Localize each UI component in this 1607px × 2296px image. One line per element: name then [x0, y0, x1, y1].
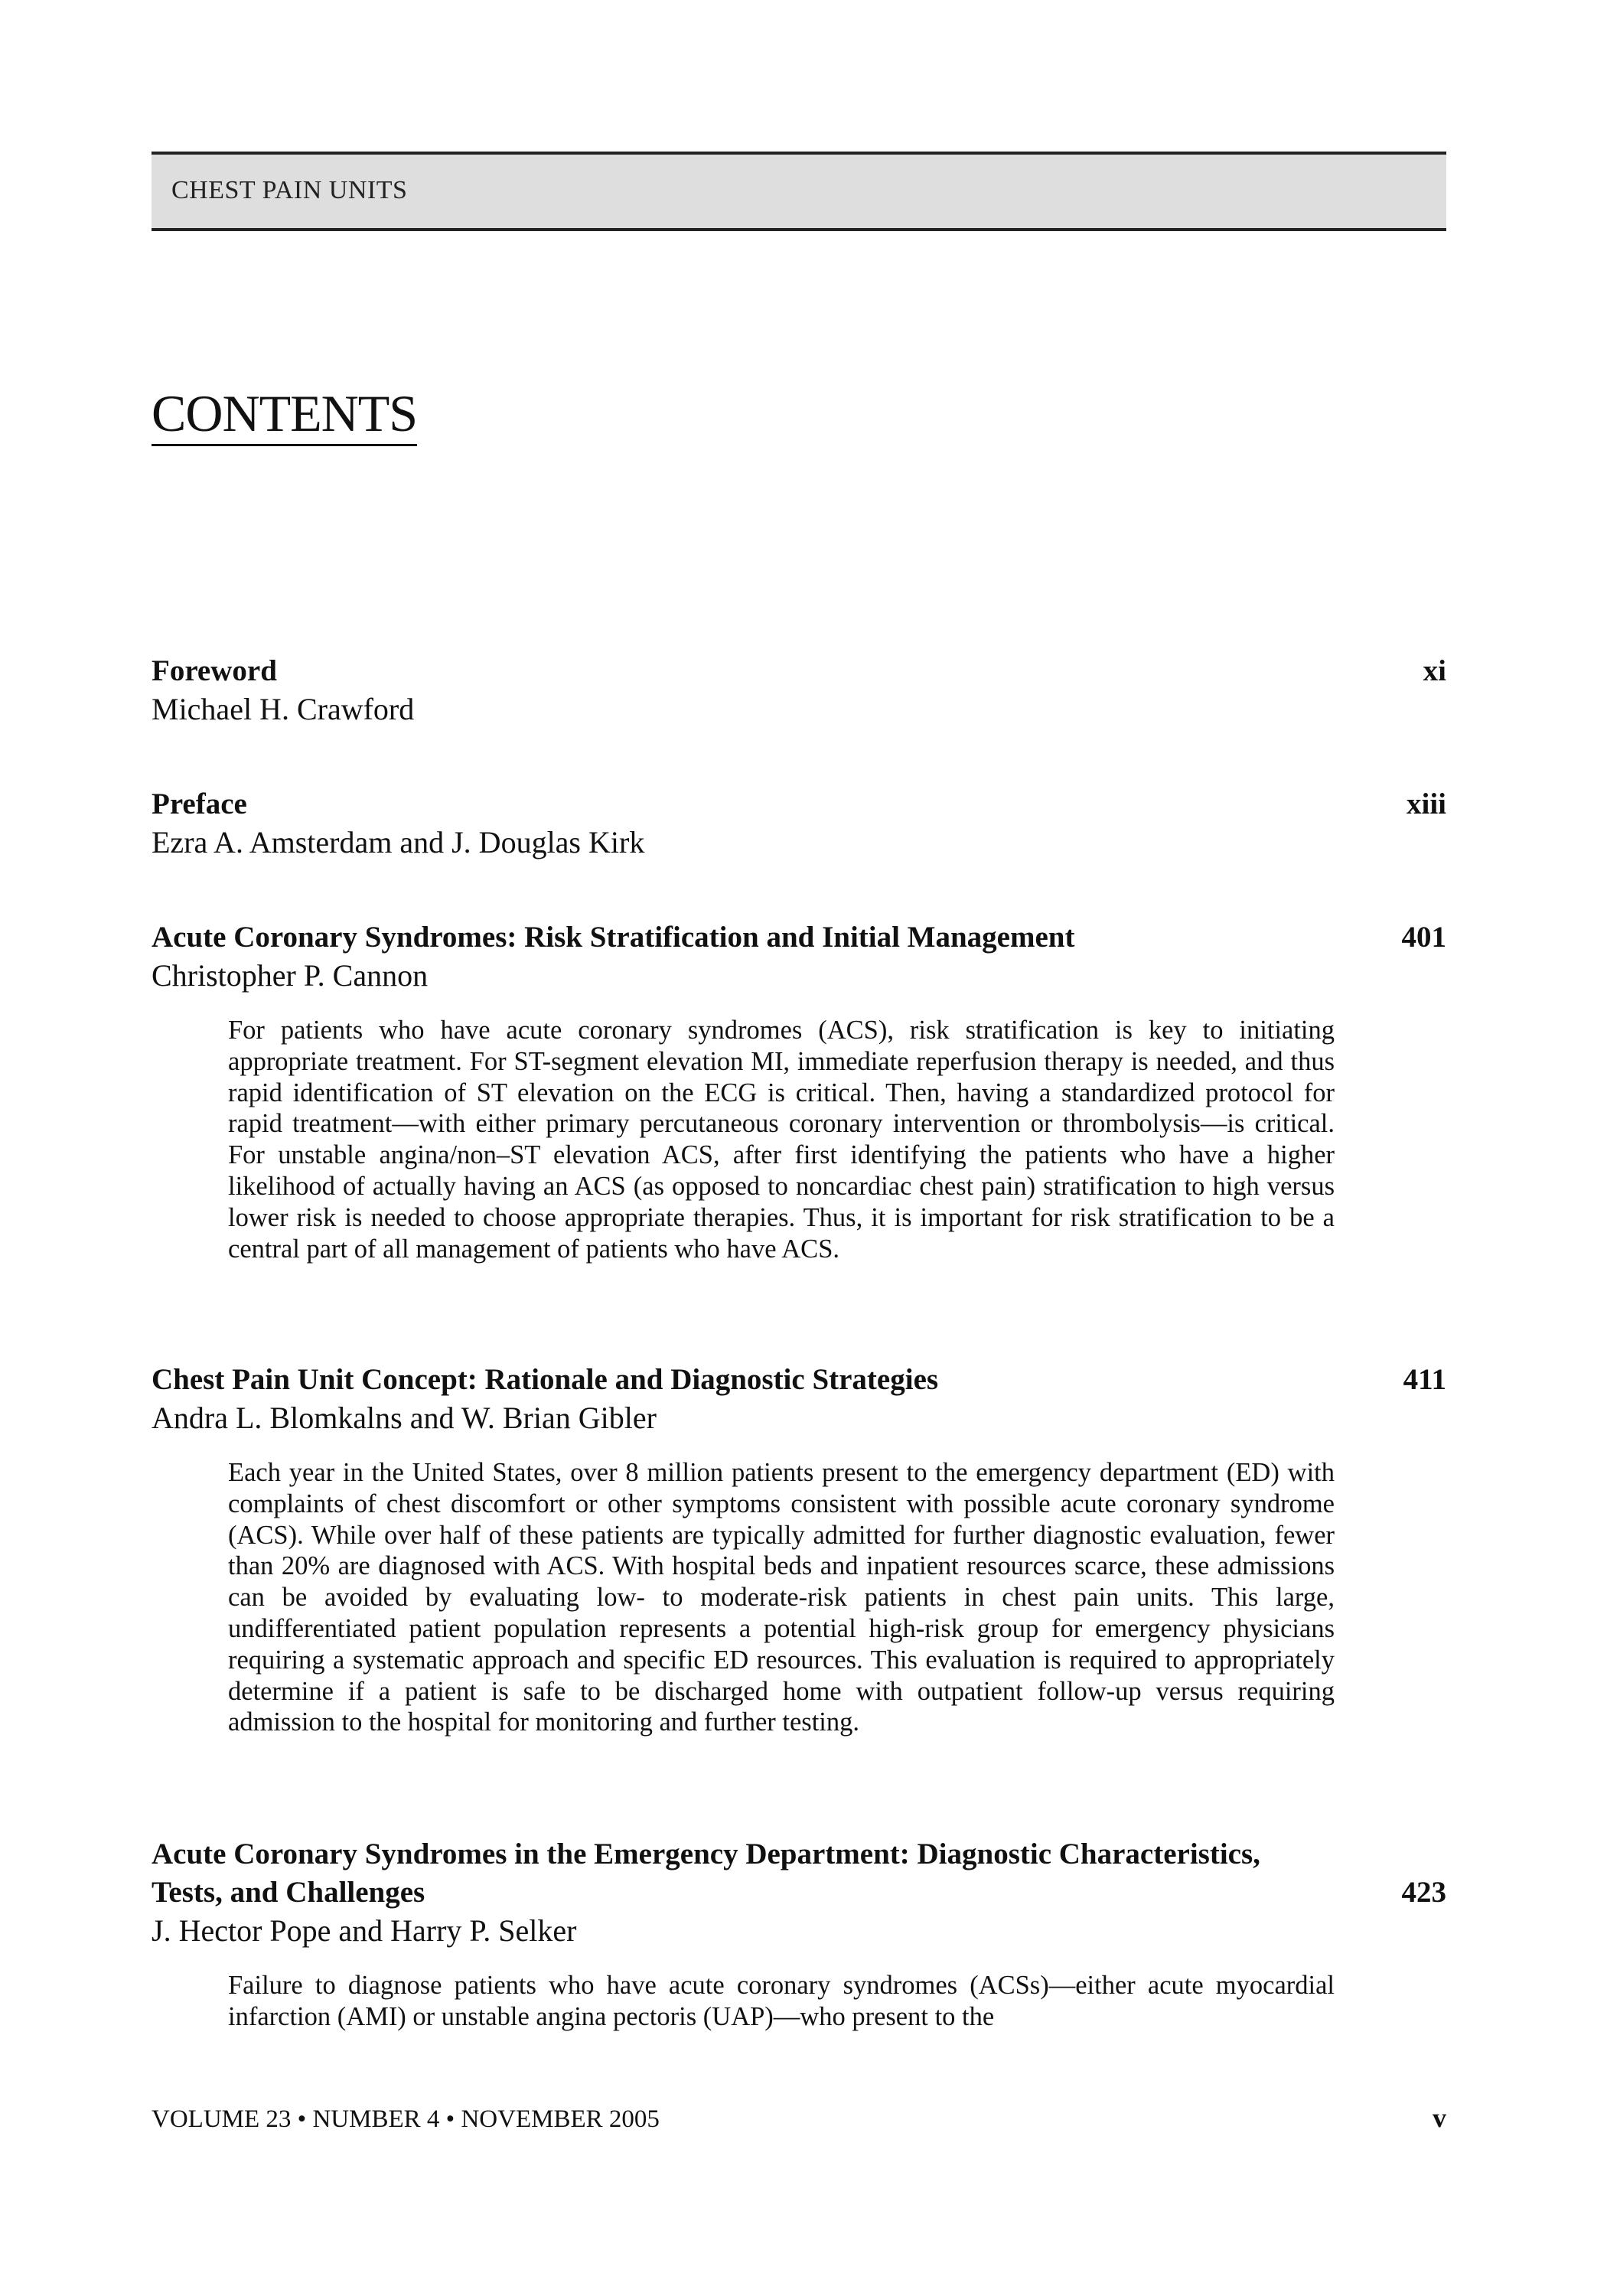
entry-page-number: xi	[1423, 654, 1446, 687]
toc-entry-article	[152, 918, 1446, 1264]
entry-authors: Christopher P. Cannon	[152, 958, 429, 993]
entry-title: Acute Coronary Syndromes in the Emergency Department: Diagnostic Characteristics, Tests, and Challenges	[152, 1838, 1260, 1909]
section-label: CHEST PAIN UNITS	[171, 176, 408, 204]
entry-page-number: 411	[1403, 1363, 1446, 1396]
entry-page-number: 401	[1401, 921, 1446, 954]
toc-entry-foreword	[152, 652, 1446, 729]
toc-entry-preface	[152, 785, 1446, 862]
entry-page-number: 423	[1401, 1876, 1446, 1909]
entry-authors: J. Hector Pope and Harry P. Selker	[152, 1913, 577, 1948]
entry-abstract: Each year in the United States, over 8 million patients present to the emergency department (ED) with complaints of chest discomfort or other symptoms consistent with possible acute coronary syndrome (ACS). While over half of these patients are typically admitted for further diagnostic evaluation, fewer than 20% are diagnosed with ACS. With hospital beds and inpatient resources scarce, these admissions can be avoided by evaluating low- to moderate-risk patients in chest pain units. This large, undifferentiated patient population represents a potential high-risk group for emergency physicians requiring a systematic approach and specific ED resources. This evaluation is required to appropriately determine if a patient is safe to be discharged home with outpatient follow-up versus requiring admission to the hospital for monitoring and further testing.	[228, 1458, 1335, 1737]
entry-abstract: Failure to diagnose patients who have acute coronary syndromes (ACSs)—either acute myocardial infarction (AMI) or unstable angina pectoris (UAP)—who present to the	[228, 1971, 1335, 2031]
entry-abstract: For patients who have acute coronary syndromes (ACS), risk stratification is key to initiating appropriate treatment. For ST-segment elevation MI, immediate reperfusion therapy is needed, and thus rapid identification of ST elevation on the ECG is critical. Then, having a standardized protocol for rapid treatment—with either primary percutaneous coronary intervention or thrombolysis—is critical. For unstable angina/non–ST elevation ACS, after first identifying the patients who have a higher likelihood of actually having an ACS (as opposed to noncardiac chest pain) stratification to high versus lower risk is needed to choose appropriate therapies. Thus, it is important for risk stratification to be a central part of all management of patients who have ACS.	[228, 1016, 1335, 1264]
entry-authors: Andra L. Blomkalns and W. Brian Gibler	[152, 1401, 657, 1435]
entry-authors: Michael H. Crawford	[152, 692, 415, 726]
entry-title: Acute Coronary Syndromes: Risk Stratification and Initial Management	[152, 921, 1075, 954]
running-header	[152, 152, 1446, 231]
page-title: CONTENTS	[152, 383, 417, 446]
entry-title: Preface	[152, 788, 247, 820]
toc-entry-article	[152, 1835, 1446, 2033]
toc-entry-article	[152, 1361, 1446, 1738]
page-footer	[152, 2102, 1446, 2134]
entry-title: Foreword	[152, 654, 277, 687]
entry-page-number: xiii	[1406, 788, 1446, 820]
issue-info: VOLUME 23 • NUMBER 4 • NOVEMBER 2005	[152, 2105, 660, 2133]
entry-authors: Ezra A. Amsterdam and J. Douglas Kirk	[152, 825, 645, 859]
page-folio: v	[1433, 2102, 1446, 2133]
entry-title: Chest Pain Unit Concept: Rationale and Diagnostic Strategies	[152, 1363, 939, 1396]
